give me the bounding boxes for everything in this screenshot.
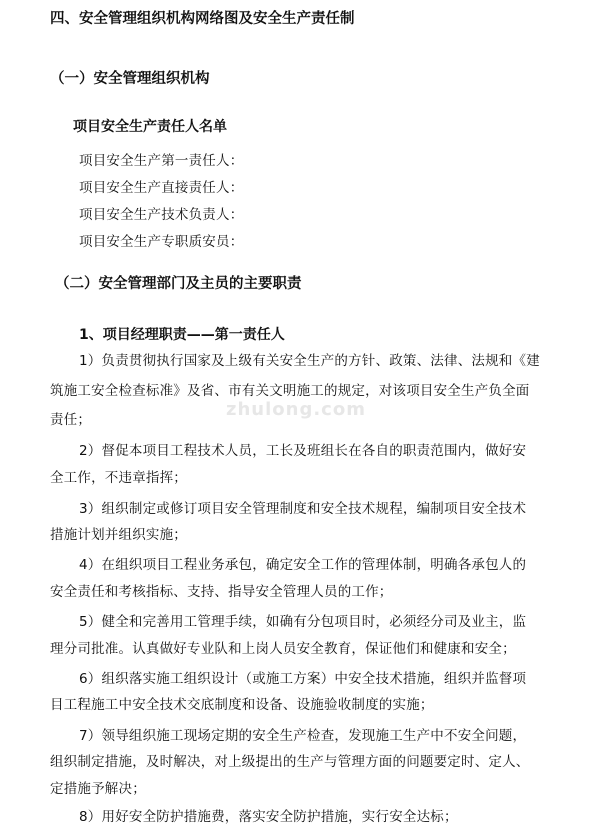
pm-duty-subtitle: 1、项目经理职责——第一责任人 xyxy=(79,327,285,343)
duty-5-line-2: 理分司批准。认真做好专业队和上岗人员安全教育，保证他们和健康和安全； xyxy=(50,641,516,657)
duty-3-line-1: 3）组织制定或修订项目安全管理制度和安全技术规程，编制项目安全技术 xyxy=(79,501,527,517)
responsible-item-3: 项目安全生产技术负责人： xyxy=(79,207,244,223)
responsible-item-4: 项目安全生产专职质安员： xyxy=(79,234,244,250)
duty-1-line-2: 筑施工安全检查标准》及省、市有关文明施工的规定，对该项目安全生产负全面 xyxy=(50,383,530,399)
duty-7-line-2: 组织制定措施，及时解决，对上级提出的生产与管理方面的问题要定时、定人、 xyxy=(50,754,530,770)
duty-4-line-2: 安全责任和考核指标、支持、指导安全管理人员的工作； xyxy=(50,584,393,600)
duty-1-line-3: 责任； xyxy=(50,412,92,428)
responsible-list-title: 项目安全生产责任人名单 xyxy=(73,119,227,135)
duty-6-line-1: 6）组织落实施工组织设计（或施工方案）中安全技术措施，组织并监督项 xyxy=(79,671,527,687)
responsible-item-2: 项目安全生产直接责任人： xyxy=(79,180,244,196)
duty-5-line-1: 5）健全和完善用工管理手续，如确有分包项目时，必须经分司及业主，监 xyxy=(79,614,527,630)
duty-7-line-3: 定措施予解决； xyxy=(50,781,146,797)
main-heading: 四、安全管理组织机构网络图及安全生产责任制 xyxy=(50,11,355,27)
duty-2-line-1: 2）督促本项目工程技术人员，工长及班组长在各自的职责范围内，做好安 xyxy=(79,443,527,459)
watermark: zhulong.com xyxy=(226,399,366,420)
duty-3-line-2: 措施计划并组织实施； xyxy=(50,527,187,543)
duty-6-line-2: 目工程施工中安全技术交底制度和设备、设施验收制度的实施； xyxy=(50,697,434,713)
duty-8-line-1: 8）用好安全防护措施费，落实安全防护措施，实行安全达标； xyxy=(79,809,458,825)
duty-2-line-2: 全工作，不违章指挥； xyxy=(50,470,187,486)
section2-title: （二）安全管理部门及主员的主要职责 xyxy=(55,276,302,292)
duty-4-line-1: 4）在组织项目工程业务承包，确定安全工作的管理体制，明确各承包人的 xyxy=(79,557,527,573)
responsible-item-1: 项目安全生产第一责任人： xyxy=(79,153,244,169)
duty-1-line-1: 1）负责贯彻执行国家及上级有关安全生产的方针、政策、法律、法规和《建 xyxy=(79,353,540,369)
section1-title: （一）安全管理组织机构 xyxy=(50,71,210,87)
duty-7-line-1: 7）领导组织施工现场定期的安全生产检查，发现施工生产中不安全问题， xyxy=(79,728,527,744)
